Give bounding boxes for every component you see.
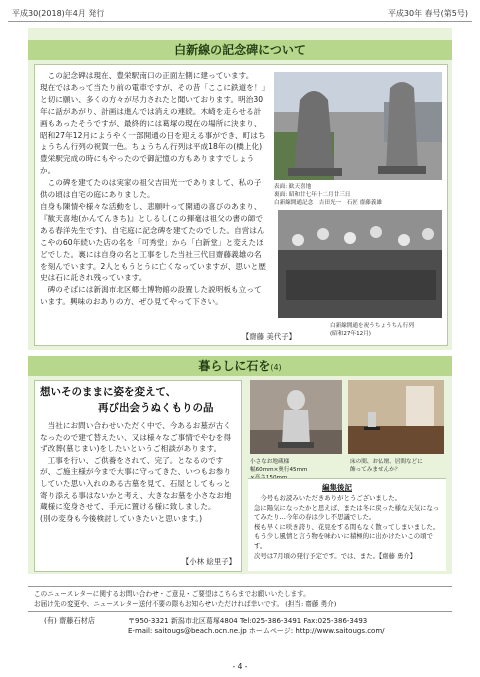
article2-paragraph: 工事を行い、ご供養をされて、完了。となるのですが、ご施主様が今まで大事に守ってきた、いつもお参りしていた思い入れのある古墓を見て、石屋としてもっと寄り添える事はないかと考え、大きなお墓を小さなお地蔵様に変身させて、手元に置ける様に致しました。 xyxy=(40,455,232,512)
article2-body xyxy=(40,420,236,524)
jizo-photo xyxy=(250,380,342,454)
tokonoma-caption: 床の間、お仏壇、居間などに 飾ってみませんか？ xyxy=(350,459,423,473)
notice-line: このニュースレターに関するお問い合わせ・ご意見・ご要望はこちらまでお願いいたします。 xyxy=(34,590,310,598)
article2-headline-1: 想いそのままに姿を変えて、 xyxy=(40,386,177,398)
editor-note-line: 次号は7月頃の発行予定です。では、また。【齋藤 勇介】 xyxy=(254,551,417,560)
article2-paragraph: 当社にお問い合わせいただく中で、今あるお墓が古くなったので建て替えたい、又は様々なご事情でやむを得ず改葬(墓じまい)をしたいというご相談があります。 xyxy=(40,421,232,454)
article2-paragraph: (別の変身も今後検討していきたいと思います。) xyxy=(40,513,203,523)
lantern-parade-photo xyxy=(278,210,442,318)
article1-title-band xyxy=(28,40,452,60)
header-rule xyxy=(8,21,472,22)
notice-rule-top xyxy=(28,586,452,587)
notice xyxy=(34,589,448,609)
article1-paragraph: 自身も陳情や様々な活動をし、悲願叶って開通の喜びのあまり、『歓天喜地(かんてんきち)』としるし(この揮毫は祖父の書の師である春洋先生です)、自宅庭に記念碑を建てたのでした。自営はんこやの60年続いた店の名を「可秀堂」から「白新堂」と変えたほどでした。裏には自身の名と工事をした当社三代目齋藤義雄の名を刻んでいます。2人ともうとうに亡くなっていますが、思いと歴史は石に託され残っています。 xyxy=(40,201,266,283)
article1-paragraph: 現在ではあって当たり前の電車ですが、その昔「ここに鉄道を！」と切に願い、多くの方々が尽力されたと聞いております。明治30年に話があがり、計画は進んでは消えの連続。木崎を走らせる計画もあったそうですが、最終的には葛塚の現在の場所に決まり、昭和27年12月にようやく一部開通の日を迎える事ができ、町はちょうちん行列の祝賀一色。ちょうちん行列は平成18年の(橋上化)豊栄駅完成の時にもやったので御記憶の方もありますでしょうか。 xyxy=(40,82,266,176)
tokonoma-photo xyxy=(348,380,444,454)
editor-note-line: 今号もお読みいただきありがとうございました。 xyxy=(260,494,401,502)
article2-signature: 【小林 絵里子】 xyxy=(181,557,236,566)
company-name: (有) 齋藤石材店 xyxy=(44,616,96,625)
editor-note-body xyxy=(254,494,444,561)
article1-paragraph: この碑を建てたのは実家の祖父吉田光一でありまして、私の子供の頃は自宅の庭にありました。 xyxy=(40,178,262,200)
monument-caption: 表面: 歓天喜地 裏面: 昭和廿七年十二月廿三日 白新線開通記念 吉田光一 石匠 齋藤義雄 xyxy=(274,184,383,206)
page-number: - 4 - xyxy=(232,662,248,671)
notice-line: お届け先の変更や、ニュースレター送付不要の際もお知らせいただければ幸いです。 (担当: 齋藤 勇介) xyxy=(34,600,337,608)
article1-body xyxy=(40,70,266,308)
article2-title: 暮らしに石を(4) xyxy=(198,359,282,373)
article1-paragraph: 碑のそばには新潟市北区郷土博物館の設置した説明板も立っています。興味のおありの方、ぜひ見てやって下さい。 xyxy=(40,285,262,307)
jizo-caption: 小さなお地蔵様 幅60mm×奥行45mm xyxy=(250,459,308,473)
lantern-caption: 白新線開通を祝うちょうちん行列 (昭和27年12月) xyxy=(330,323,414,337)
company-address: 〒950-3321 新潟市北区葛塚4804 Tel:025-386-3491 Fax:025-386-3493 xyxy=(128,617,368,625)
notice-rule-bottom xyxy=(28,611,452,612)
article2-headline-2: 再び出会うぬくもりの品 xyxy=(98,402,214,414)
article2-title-band xyxy=(28,356,452,376)
issue-date: 平成30(2018)年4月 発行 xyxy=(12,9,105,18)
article1-title: 白新線の記念碑について xyxy=(174,43,306,57)
company-contact: E-mail: saitougs@beach.ocn.ne.jp ホームページ: http://www.saitougs.com/ xyxy=(128,627,385,635)
monument-photo xyxy=(274,72,442,180)
editor-note-title: 編集後記 xyxy=(322,483,352,492)
issue-number: 平成30年 春号(第5号) xyxy=(387,9,468,18)
editor-note-line: 桜も早くに咲き誇り、花見をする間もなく散ってしまいました。もう少し風情と言う物を味わいに積極的に出かけたいこの頃です。 xyxy=(254,522,440,550)
article1-signature: 【齋藤 美代子】 xyxy=(241,332,296,341)
article1-paragraph: この記念碑は現在、豊栄駅南口の正面左側に建っています。 xyxy=(47,71,254,80)
editor-note-line: 急に陽気になったかと思えば、または冬に戻った様な天気になってみたり…今年の春は少し不思議でした。 xyxy=(254,503,440,522)
